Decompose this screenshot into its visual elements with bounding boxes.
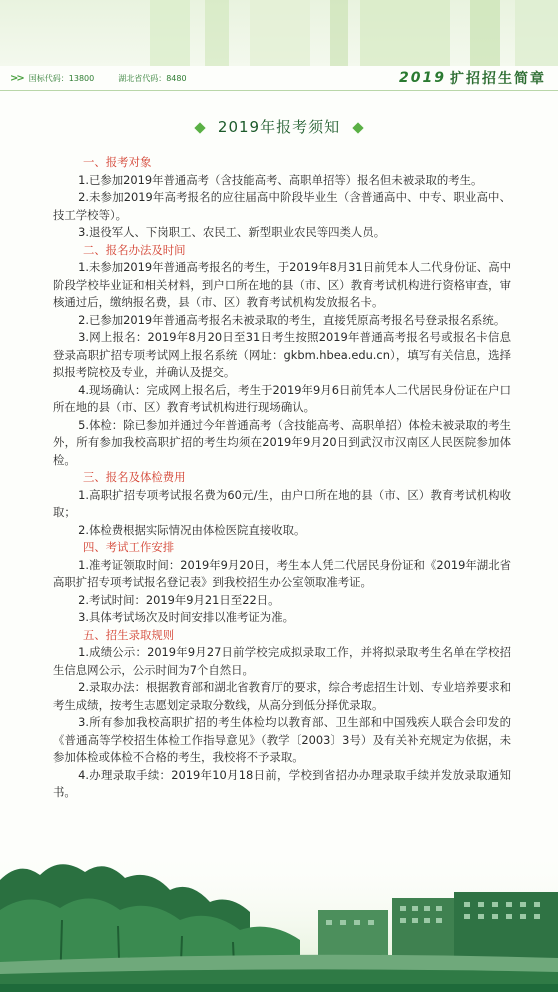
section <box>53 539 511 627</box>
header-codes <box>0 73 205 84</box>
notice-content <box>53 154 511 802</box>
section <box>53 242 511 470</box>
section-heading: 五、招生录取规则 <box>83 627 175 642</box>
double-chevron-icon: >> <box>10 72 23 84</box>
paragraph: 2.考试时间：2019年9月21日至22日。 <box>78 592 280 607</box>
campus-illustration <box>0 850 558 992</box>
section-heading: 一、报考对象 <box>83 155 152 169</box>
national-code: 国标代码：13800 <box>28 73 95 83</box>
section <box>53 154 511 242</box>
campus-scene-image <box>0 850 558 992</box>
paragraph: 2.未参加2019年高考报名的应往届高中阶段毕业生（含普通高中、中专、职业高中、技工学校等）。 <box>53 190 511 222</box>
brand-text: 扩招招生简章 <box>450 71 546 87</box>
header-divider <box>0 90 558 91</box>
diamond-icon <box>194 122 205 133</box>
section <box>53 627 511 802</box>
paragraph: 5.体检：除已参加并通过今年普通高考（含技能高考、高职单招）体检未被录取的考生外，所有参加我校高职扩招的考生均须在2019年9月20日到武汉市汉南区人民医院参加体检。 <box>53 417 511 467</box>
paragraph: 1.准考证领取时间：2019年9月20日，考生本人凭二代居民身份证和《2019年湖北省高职扩招专项考试报名登记表》到我校招生办公室领取准考证。 <box>53 557 511 589</box>
section-heading: 四、考试工作安排 <box>83 540 175 554</box>
top-decorative-band <box>0 0 558 66</box>
paragraph: 3.所有参加我校高职扩招的考生体检均以教育部、卫生部和中国残疾人联合会印发的《普通高等学校招生体检工作指导意见》（教学〔2003〕3号）及有关补充规定为依据，未参加体检或体检不合格的考生，我校将不予录取。 <box>53 715 511 764</box>
paragraph: 1.未参加2019年普通高考报名的考生，于2019年8月31日前凭本人二代身份证、高中阶段学校毕业证和相关材料，到户口所在地的县（市、区）教育考试机构进行资格审查，审核通过后，缴纳报名费，县（市、区）教育考试机构发放报名卡。 <box>53 260 511 309</box>
paragraph: 2.已参加2019年普通高考报名未被录取的考生，直接凭原高考报名号登录报名系统。 <box>78 312 506 327</box>
header-bar <box>0 66 558 90</box>
paragraph: 1.成绩公示：2019年9月27日前学校完成拟录取工作，并将拟录取考生名单在学校招生信息网公示，公示时间为7个自然日。 <box>53 645 511 677</box>
paragraph: 2.体检费根据实际情况由体检医院直接收取。 <box>78 522 306 537</box>
section-heading: 三、报名及体检费用 <box>83 470 186 484</box>
paragraph: 3.具体考试场次及时间安排以准考证为准。 <box>78 610 294 624</box>
paragraph: 2.录取办法：根据教育部和湖北省教育厅的要求，综合考虑招生计划、专业培养要求和考生成绩，按考生志愿划定录取分数线，从高分到低分择优录取。 <box>53 680 511 712</box>
paragraph: 4.办理录取手续：2019年10月18日前，学校到省招办办理录取手续并发放录取通知书。 <box>53 767 511 799</box>
paragraph: 1.已参加2019年普通高考（含技能高考、高职单招等）报名但未被录取的考生。 <box>78 172 483 187</box>
section <box>53 469 511 539</box>
paragraph: 3.网上报名：2019年8月20日至31日考生按照2019年普通高考报名号或报名卡信息登录高职扩招专项考试网上报名系统（网址：gkbm.hbea.edu.cn），填写有关信息，选择拟报考院校及专业，并确认及提交。 <box>53 330 511 379</box>
page-title-row <box>0 116 558 137</box>
brand-title <box>399 66 546 90</box>
hubei-code: 湖北省代码：8480 <box>118 73 187 83</box>
paragraph: 4.现场确认：完成网上报名后，考生于2019年9月6日前凭本人二代居民身份证在户口所在地的县（市、区）教育考试机构进行现场确认。 <box>53 382 511 414</box>
page-title: 2019年报考须知 <box>217 118 341 136</box>
diamond-icon <box>352 122 363 133</box>
brand-year: 2019 <box>399 70 446 86</box>
paragraph: 3.退役军人、下岗职工、农民工、新型职业农民等四类人员。 <box>78 225 386 239</box>
paragraph: 1.高职扩招专项考试报名费为60元/生，由户口所在地的县（市、区）教育考试机构收取； <box>53 487 511 519</box>
section-heading: 二、报名办法及时间 <box>83 242 186 257</box>
